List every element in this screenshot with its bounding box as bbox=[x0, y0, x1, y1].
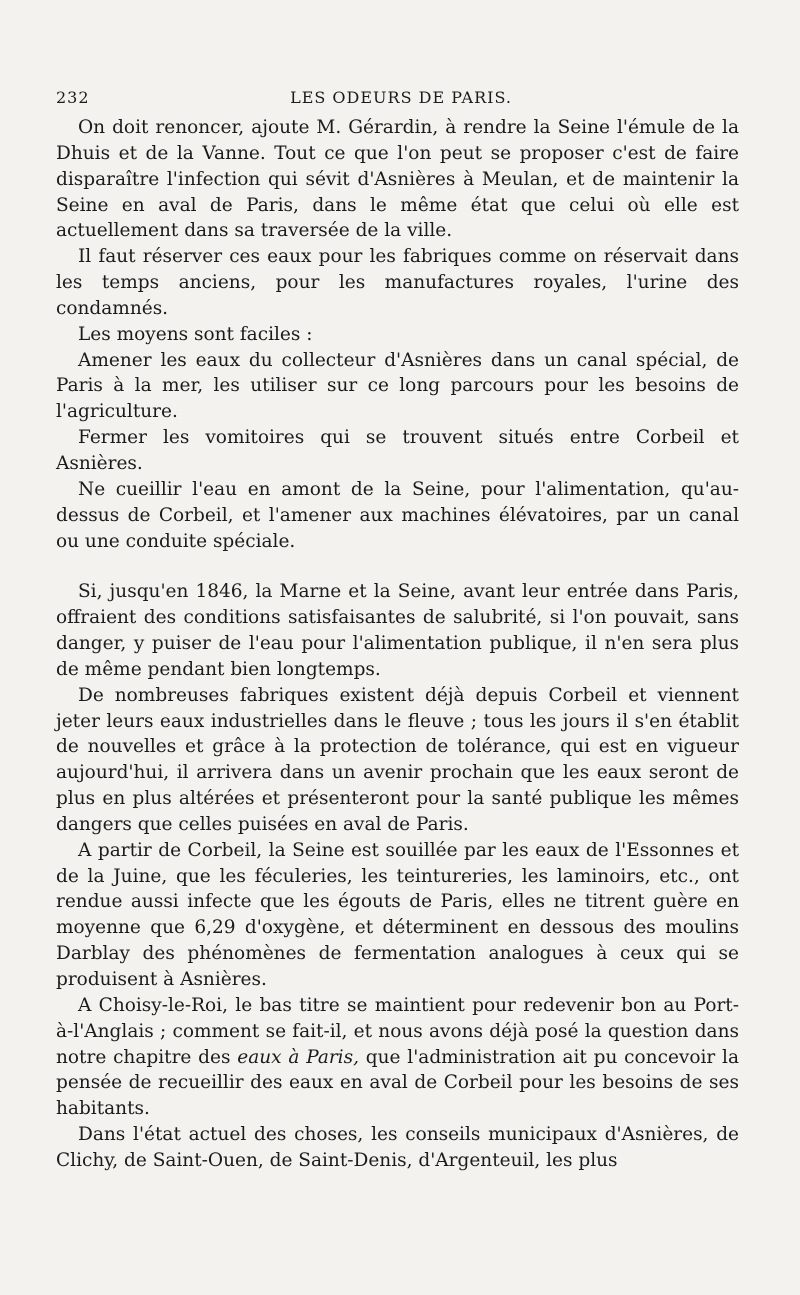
body-text bbox=[56, 115, 739, 1174]
paragraph: Ne cueillir l'eau en amont de la Seine, pour l'alimentation, qu'au-dessus de Corbeil, et l'amener aux machines élévatoires, par un canal ou une conduite spéciale. bbox=[56, 478, 739, 552]
paragraph: Les moyens sont faciles : bbox=[78, 323, 313, 345]
paragraph: De nombreuses fabriques existent déjà depuis Corbeil et viennent jeter leurs eaux industrielles dans le fleuve ; tous les jours il s'en établit de nouvelles et grâce à la protection de tolérance, qui est en vigueur aujourd'hui, il arrivera dans un avenir prochain que les eaux seront de plus en plus altérées et présenteront pour la santé publique les mêmes dangers que celles puisées en aval de Paris. bbox=[56, 684, 739, 835]
paragraph-text: que l'administration ait pu concevoir la pensée de recueillir des eaux en aval de Corbeil pour les besoins de ses habitants. bbox=[56, 1046, 739, 1120]
paragraph: A partir de Corbeil, la Seine est souillée par les eaux de l'Essonnes et de la Juine, que les féculeries, les teintureries, les laminoirs, etc., ont rendue aussi infecte que les égouts de Paris, elles ne titrent guère en moyenne que 6,29 d'oxygène, et déterminent en dessous des moulins Darblay des phénomènes de fermentation analogues à ceux qui se produisent à Asnières. bbox=[56, 839, 739, 990]
paragraph: On doit renoncer, ajoute M. Gérardin, à rendre la Seine l'émule de la Dhuis et de la Vanne. Tout ce que l'on peut se proposer c'est de faire disparaître l'infection qui sévit d'Asnières à Meulan, et de maintenir la Seine en aval de Paris, dans le même état que celui où elle est actuellement dans sa traversée de la ville. bbox=[56, 117, 739, 242]
paragraph: Dans l'état actuel des choses, les conseils municipaux d'Asnières, de Clichy, de Saint-Ouen, de Saint-Denis, d'Argenteuil, les plus bbox=[56, 1124, 739, 1171]
paragraph: Si, jusqu'en 1846, la Marne et la Seine, avant leur entrée dans Paris, offraient des conditions satisfaisantes de salubrité, si l'on pouvait, sans danger, y puiser de l'eau pour l'alimentation publique, il n'en sera plus de même pendant bien longtemps. bbox=[56, 581, 739, 680]
italic-title: eaux à Paris, bbox=[237, 1046, 359, 1068]
paragraph-choisy bbox=[56, 993, 739, 1122]
paragraph: Il faut réserver ces eaux pour les fabriques comme on réservait dans les temps anciens, pour les manufactures royales, l'urine des condamnés. bbox=[56, 246, 739, 319]
page-number: 232 bbox=[56, 88, 90, 107]
paragraph: Fermer les vomitoires qui se trouvent situés entre Corbeil et Asnières. bbox=[56, 427, 739, 474]
paragraph-text: A Choisy-le-Roi, le bas titre se maintient pour redevenir bon au Port-à-l'Anglais ; comment se fait-il, et nous avons déjà posé la question dans notre chapitre des bbox=[56, 994, 739, 1068]
running-title: LES ODEURS DE PARIS. bbox=[290, 88, 512, 107]
paragraph: Amener les eaux du collecteur d'Asnières dans un canal spécial, de Paris à la mer, les utiliser sur ce long parcours pour les besoins de l'agriculture. bbox=[56, 349, 739, 423]
